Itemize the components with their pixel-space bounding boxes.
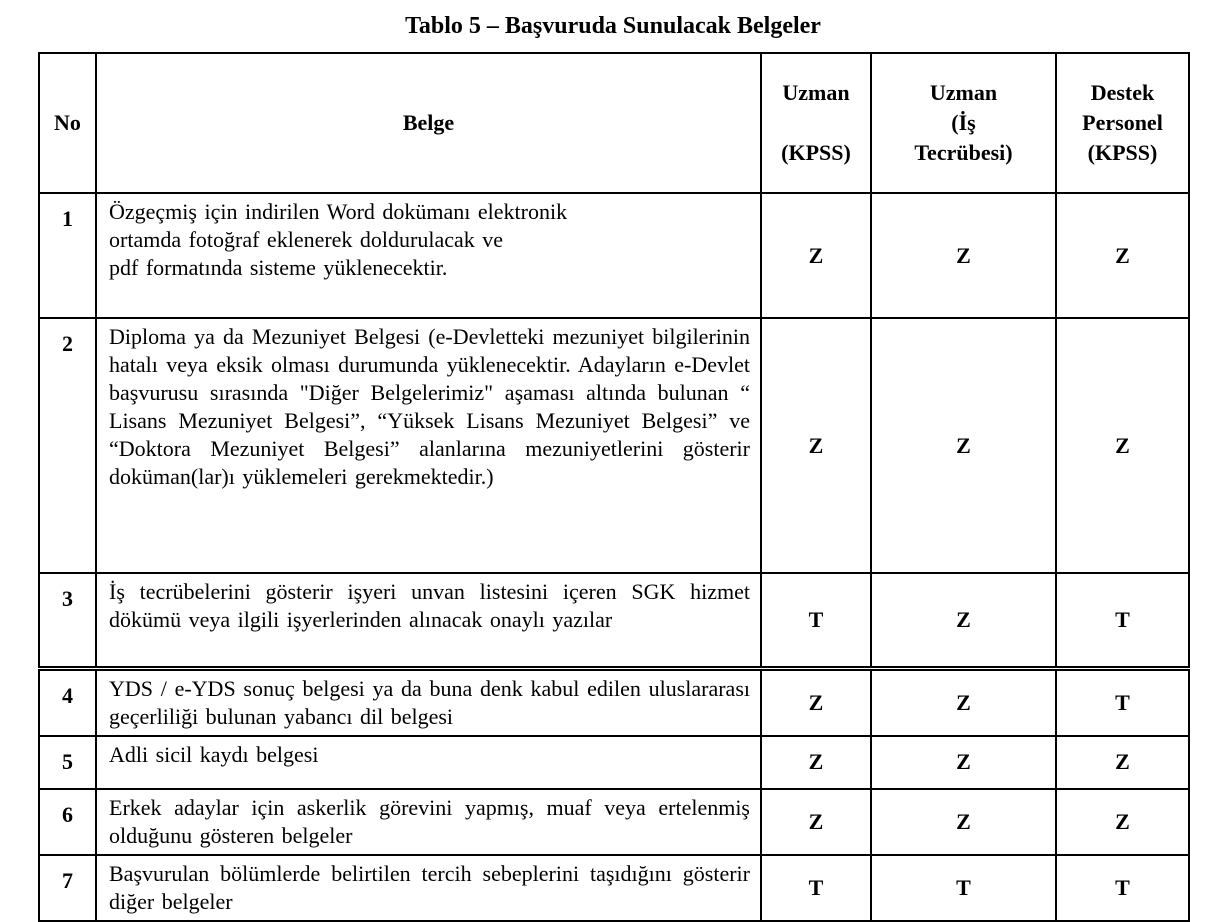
uzman-kpss-value: T: [761, 855, 871, 921]
belge-text: Erkek adaylar için askerlik görevini yapmış, muaf veya ertelenmiş olduğunu gösteren belgeler: [96, 789, 761, 855]
header-destek-personel: Destek Personel (KPSS): [1056, 53, 1189, 193]
documents-table: [38, 52, 1190, 922]
belge-text: YDS / e-YDS sonuç belgesi ya da buna denk kabul edilen uluslararası geçerliliği bulunan yabancı dil belgesi: [96, 668, 761, 736]
belge-text: Başvurulan bölümlerde belirtilen tercih sebeplerini taşıdığını gösterir diğer belgeler: [96, 855, 761, 921]
table-row: [39, 193, 1189, 318]
destek-personel-value: Z: [1056, 789, 1189, 855]
header-belge: Belge: [96, 53, 761, 193]
uzman-tecrube-value: Z: [871, 193, 1056, 318]
belge-text: Adli sicil kaydı belgesi: [96, 736, 761, 789]
belge-text: İş tecrübelerini gösterir işyeri unvan listesini içeren SGK hizmet dökümü veya ilgili işyerlerinden alınacak onaylı yazılar: [96, 573, 761, 668]
header-uzman-is-tecrubesi: Uzman (İş Tecrübesi): [871, 53, 1056, 193]
belge-text: Diploma ya da Mezuniyet Belgesi (e-Devletteki mezuniyet bilgilerinin hatalı veya eksik olması durumunda yüklenecektir. Adayların e-Devlet başvurusu sırasında "Diğer Belgelerimiz" aşaması altında bulunan “ Lisans Mezuniyet Belgesi”, “Yüksek Lisans Mezuniyet Belgesi” ve “Doktora Mezuniyet Belgesi” alanlarına mezuniyetlerini gösterir doküman(lar)ı yüklemeleri gerekmektedir.): [96, 318, 761, 573]
uzman-kpss-value: Z: [761, 318, 871, 573]
destek-personel-value: T: [1056, 573, 1189, 668]
uzman-tecrube-value: Z: [871, 736, 1056, 789]
table-row: [39, 573, 1189, 668]
header-no: No: [39, 53, 96, 193]
belge-text: Özgeçmiş için indirilen Word dokümanı elektronik ortamda fotoğraf eklenerek doldurulacak ve pdf formatında sisteme yüklenecektir.: [96, 193, 761, 318]
uzman-tecrube-value: Z: [871, 668, 1056, 736]
uzman-tecrube-value: Z: [871, 573, 1056, 668]
row-number: 6: [39, 789, 96, 855]
destek-personel-value: Z: [1056, 193, 1189, 318]
table-row: [39, 789, 1189, 855]
uzman-kpss-value: Z: [761, 789, 871, 855]
destek-personel-value: Z: [1056, 736, 1189, 789]
row-number: 2: [39, 318, 96, 573]
uzman-kpss-value: Z: [761, 193, 871, 318]
uzman-tecrube-value: Z: [871, 789, 1056, 855]
table-row: [39, 736, 1189, 789]
uzman-kpss-value: Z: [761, 736, 871, 789]
uzman-kpss-value: T: [761, 573, 871, 668]
destek-personel-value: T: [1056, 855, 1189, 921]
uzman-tecrube-value: Z: [871, 318, 1056, 573]
row-number: 5: [39, 736, 96, 789]
row-number: 4: [39, 668, 96, 736]
table-row: [39, 855, 1189, 921]
table-row: [39, 668, 1189, 736]
document-title: Tablo 5 – Başvuruda Sunulacak Belgeler: [405, 13, 821, 39]
uzman-tecrube-value: T: [871, 855, 1056, 921]
header-uzman-kpss: Uzman (KPSS): [761, 53, 871, 193]
header-row: [39, 53, 1189, 193]
row-number: 7: [39, 855, 96, 921]
destek-personel-value: Z: [1056, 318, 1189, 573]
destek-personel-value: T: [1056, 668, 1189, 736]
uzman-kpss-value: Z: [761, 668, 871, 736]
table-row: [39, 318, 1189, 573]
row-number: 1: [39, 193, 96, 318]
row-number: 3: [39, 573, 96, 668]
